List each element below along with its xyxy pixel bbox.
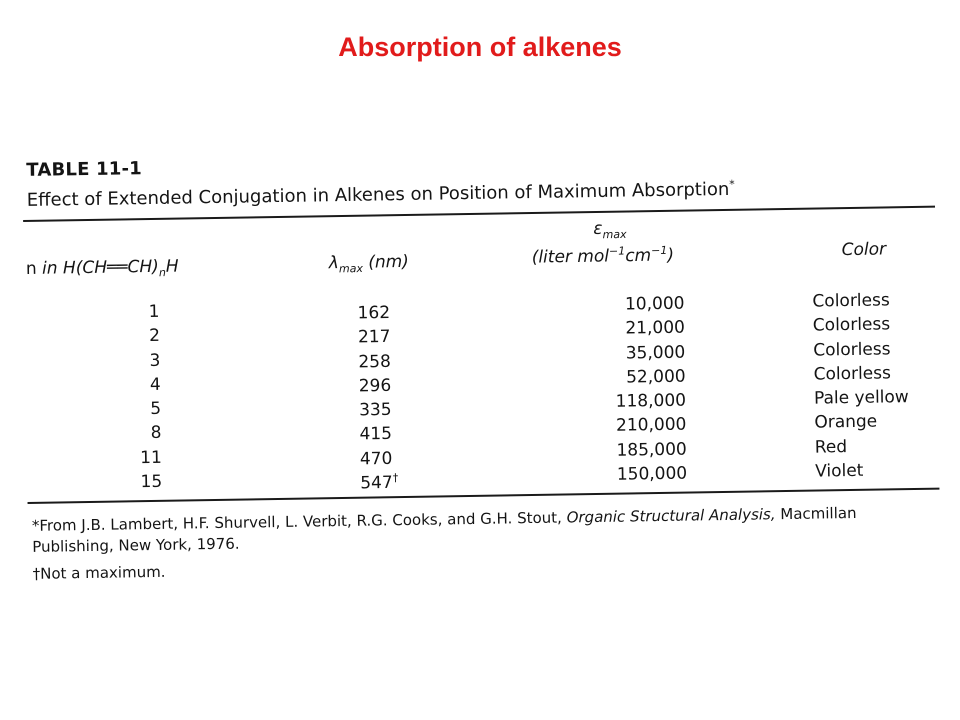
lambda-value: 162 [357,302,391,324]
lambda-unit: (nm) [368,251,410,273]
cell-color: Colorless [813,338,891,361]
formula-subscript: n [158,266,166,280]
lambda-value: 296 [358,375,392,397]
header-n-prefix: n [25,258,37,279]
unit-part: ) [667,245,675,266]
lambda-value: 335 [358,400,392,421]
table-caption [27,178,735,211]
cell-n: 3 [149,350,161,371]
cell-n: 2 [148,326,161,347]
formula-part: H [165,256,179,277]
cell-color: Orange [814,412,878,434]
cell-lambda [358,320,438,346]
cell-epsilon: 21,000 [625,317,686,339]
cell-lambda [360,466,440,492]
column-n [99,300,162,495]
table-bottom-rule [28,488,940,504]
lambda-value: 258 [358,351,391,372]
cell-lambda [359,393,439,419]
lambda-value: 547 [360,472,393,494]
cell-epsilon: 10,000 [624,293,685,315]
unit-exponent: −1 [608,244,626,258]
cell-n: 5 [150,399,162,420]
unit-part: (liter mol [531,246,610,268]
cell-epsilon: 118,000 [615,390,687,412]
lambda-value: 470 [359,448,393,470]
cell-n: 15 [140,471,163,493]
cell-n: 11 [140,447,163,468]
header-lambda-max [329,252,409,276]
cell-color: Colorless [812,290,890,312]
header-n [26,257,179,282]
header-epsilon-symbol [593,219,627,242]
formula-part: CH) [127,256,159,278]
double-bond-symbol: ══ [106,257,128,278]
footnote-dagger: †Not a maximum. [32,562,166,583]
header-epsilon-unit [532,244,675,268]
header-color: Color [841,239,887,261]
epsilon-symbol: ε [593,218,603,240]
cell-epsilon: 185,000 [616,439,687,461]
lambda-subscript: max [338,262,364,276]
footnote-reference [32,504,857,535]
table-label: TABLE 11-1 [26,158,143,181]
cell-epsilon: 52,000 [626,366,686,388]
lambda-value: 415 [359,424,393,445]
lambda-symbol: λ [328,253,340,274]
cell-color: Violet [814,460,864,482]
cell-epsilon: 150,000 [616,463,688,485]
cell-color: Red [814,436,848,458]
column-epsilon-max [564,292,687,488]
footnote-mark: † [392,471,399,485]
scanned-table [22,136,949,590]
cell-n: 1 [148,301,160,323]
epsilon-subscript: max [602,227,627,242]
footnote-book-title: Organic Structural Analysis, [566,505,776,527]
unit-part: cm [625,245,652,267]
footnote-reference-line2: Publishing, New York, 1976. [32,534,240,556]
cell-lambda [359,441,440,470]
cell-lambda [359,417,439,443]
cell-color: Colorless [813,363,892,385]
formula-part: in H(CH [41,257,108,279]
table-caption-text: Effect of Extended Conjugation in Alkenes on Position of Maximum Absorption [26,178,730,211]
lambda-value: 217 [357,327,391,348]
cell-epsilon: 210,000 [615,415,687,437]
footnote-text: *From J.B. Lambert, H.F. Shurvell, L. Verbit, R.G. Cooks, and G.H. Stout, [31,508,567,535]
cell-n: 4 [149,374,161,395]
unit-exponent: −1 [650,243,668,258]
cell-color: Pale yellow [813,387,909,409]
cell-lambda [358,368,438,397]
slide-title: Absorption of alkenes [338,32,622,62]
column-color [812,287,955,484]
footnote-text: Macmillan [775,503,857,524]
cell-color: Colorless [812,314,891,336]
column-lambda-max [357,295,440,494]
cell-epsilon: 35,000 [625,342,686,364]
cell-n: 8 [150,423,162,444]
header-n-formula [42,257,179,279]
cell-lambda [357,295,437,324]
caption-footnote-mark: * [729,177,735,191]
cell-lambda [358,344,438,370]
